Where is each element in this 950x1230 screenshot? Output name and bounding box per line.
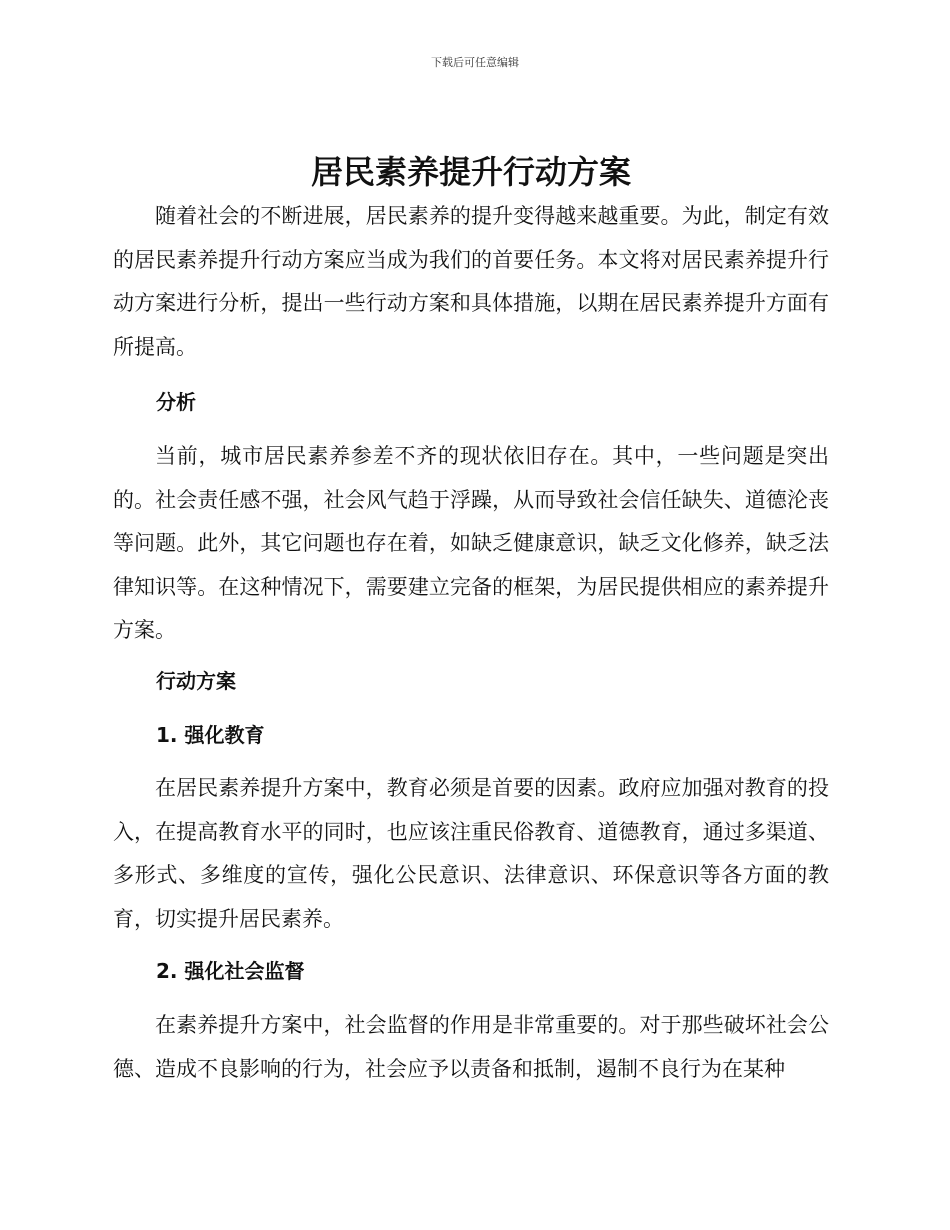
analysis-paragraph: 当前，城市居民素养参差不齐的现状依旧存在。其中，一些问题是突出的。社会责任感不强，社会风气趋于浮躁，从而导致社会信任缺失、道德沦丧等问题。此外，其它问题也存在着，如缺乏健康意识，缺乏文化修养，缺乏法律知识等。在这种情况下，需要建立完备的框架，为居民提供相应的素养提升方案。 [113,444,829,642]
analysis-heading: 分析 [156,390,196,414]
item2-paragraph: 在素养提升方案中，社会监督的作用是非常重要的。对于那些破坏社会公德、造成不良影响的行为，社会应予以责备和抵制，遏制不良行为在某种 [113,1013,829,1081]
document-title: 居民素养提升行动方案 [310,153,631,191]
item2-heading: 2. 强化社会监督 [156,959,305,983]
item1-heading: 1. 强化教育 [156,723,265,747]
page-header-note: 下载后可任意编辑 [431,56,519,69]
intro-paragraph: 随着社会的不断进展，居民素养的提升变得越来越重要。为此，制定有效的居民素养提升行动方案应当成为我们的首要任务。本文将对居民素养提升行动方案进行分析，提出一些行动方案和具体措施，以期在居民素养提升方面有所提高。 [113,204,829,359]
action-plan-heading: 行动方案 [156,669,236,693]
item1-paragraph: 在居民素养提升方案中，教育必须是首要的因素。政府应加强对教育的投入，在提高教育水平的同时，也应该注重民俗教育、道德教育，通过多渠道、多形式、多维度的宣传，强化公民意识、法律意识、环保意识等各方面的教育，切实提升居民素养。 [113,776,829,931]
